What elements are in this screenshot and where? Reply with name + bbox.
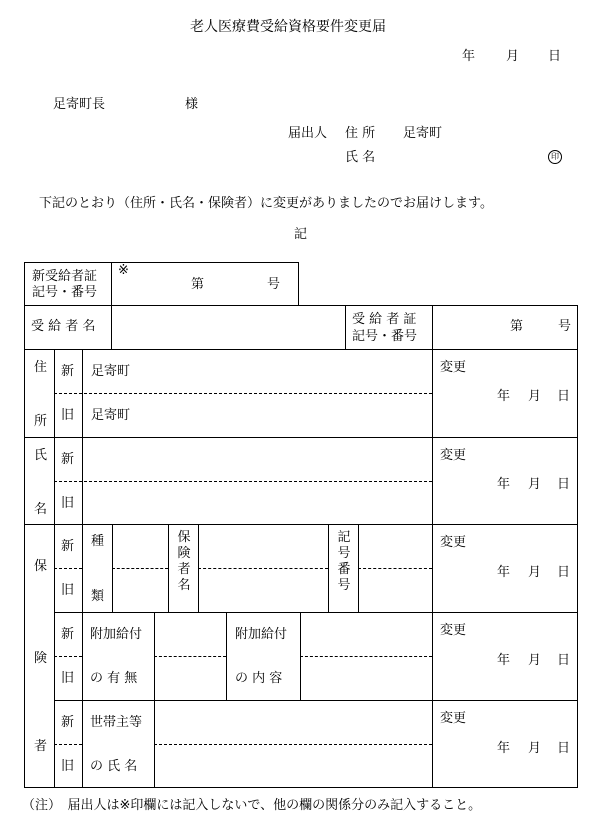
household-new-label: 新	[61, 715, 75, 730]
ki-label: 記	[294, 227, 308, 242]
cert-dai: 第	[510, 319, 524, 334]
honorific: 様	[185, 97, 199, 112]
insurer-change-month: 月	[528, 565, 542, 580]
applicant-address-value: 足寄町	[403, 126, 443, 141]
footer-note: （注） 届出人は※印欄には記入しないで、他の欄の関係分のみ記入すること。	[22, 798, 482, 813]
kome-mark: ※	[118, 263, 129, 278]
additional-new-label: 新	[61, 627, 75, 642]
recipient-name-label: 受 給 者 名	[31, 319, 96, 334]
kind-char-2: 類	[91, 589, 105, 604]
cert-label-line2: 記号・番号	[352, 329, 418, 344]
new-cert-dai: 第	[191, 277, 205, 292]
household-change-month: 月	[528, 741, 542, 756]
recipient-name-field[interactable]	[112, 306, 344, 348]
household-label-2: の 氏 名	[90, 759, 138, 774]
cert-gou: 号	[558, 319, 572, 334]
cert-label-line1: 受 給 者 証	[352, 312, 417, 327]
statement: 下記のとおり（住所・氏名・保険者）に変更がありましたのでお届けします。	[39, 196, 493, 211]
name-change-label: 変更	[440, 448, 467, 463]
additional-old-label: 旧	[61, 671, 75, 686]
header-date-day: 日	[548, 49, 562, 64]
applicant-name-label: 氏 名	[345, 150, 376, 165]
seal-icon: 印	[548, 150, 562, 164]
household-change-label: 変更	[440, 711, 467, 726]
name-new-field[interactable]	[83, 438, 431, 480]
name-change-year: 年	[497, 477, 511, 492]
address-new-value: 足寄町	[91, 364, 131, 379]
name-new-label: 新	[61, 452, 75, 467]
new-cert-gou: 号	[267, 277, 281, 292]
cert-number-field[interactable]	[433, 306, 576, 348]
additional-benefit-label-1: 附加給付	[90, 627, 143, 642]
household-old-field[interactable]	[155, 745, 431, 786]
new-cert-number-field[interactable]	[115, 262, 295, 305]
additional-change-label: 変更	[440, 623, 467, 638]
new-cert-label-line2: 記号・番号	[32, 285, 98, 300]
insurer-char-1: 保	[34, 559, 48, 574]
name-char-1: 氏	[34, 448, 48, 463]
address-old-value: 足寄町	[91, 408, 131, 423]
address-change-day: 日	[557, 389, 571, 404]
kind-char-1: 種	[91, 534, 105, 549]
additional-yesno-label: の 有 無	[90, 671, 138, 686]
address-old-label: 旧	[61, 408, 75, 423]
address-change-month: 月	[528, 389, 542, 404]
insurer-change-year: 年	[497, 565, 511, 580]
name-change-month: 月	[528, 477, 542, 492]
additional-benefit-label-2: 附加給付	[235, 627, 288, 642]
insurer-char-3: 者	[34, 739, 48, 754]
insurer-new-label: 新	[61, 539, 75, 554]
additional-change-year: 年	[497, 653, 511, 668]
insurer-old-label: 旧	[61, 583, 75, 598]
household-old-label: 旧	[61, 759, 75, 774]
header-date-year: 年	[462, 49, 476, 64]
address-change-year: 年	[497, 389, 511, 404]
address-char-2: 所	[34, 414, 48, 429]
household-change-day: 日	[557, 741, 571, 756]
address-change-label: 変更	[440, 360, 467, 375]
form-title: 老人医療費受給資格要件変更届	[190, 19, 386, 35]
name-char-2: 名	[34, 502, 48, 517]
household-change-year: 年	[497, 741, 511, 756]
household-label-1: 世帯主等	[90, 715, 143, 730]
name-old-field[interactable]	[83, 482, 431, 523]
name-old-label: 旧	[61, 496, 75, 511]
address-new-label: 新	[61, 364, 75, 379]
header-date-month: 月	[506, 49, 520, 64]
addressee: 足寄町長	[53, 97, 106, 112]
additional-change-month: 月	[528, 653, 542, 668]
insurer-char-2: 険	[34, 651, 48, 666]
additional-content-label: の 内 容	[235, 671, 283, 686]
applicant-address-label: 住 所	[345, 126, 376, 141]
new-cert-label-line1: 新受給者証	[32, 269, 98, 284]
additional-change-day: 日	[557, 653, 571, 668]
name-change-day: 日	[557, 477, 571, 492]
insurer-change-label: 変更	[440, 535, 467, 550]
kigo-number-label: 記 号 番 号	[337, 530, 351, 593]
address-char-1: 住	[34, 360, 48, 375]
insurer-change-day: 日	[557, 565, 571, 580]
insurer-name-label: 保 険 者 名	[177, 530, 191, 593]
applicant-label: 届出人	[288, 126, 328, 141]
household-new-field[interactable]	[155, 701, 431, 743]
